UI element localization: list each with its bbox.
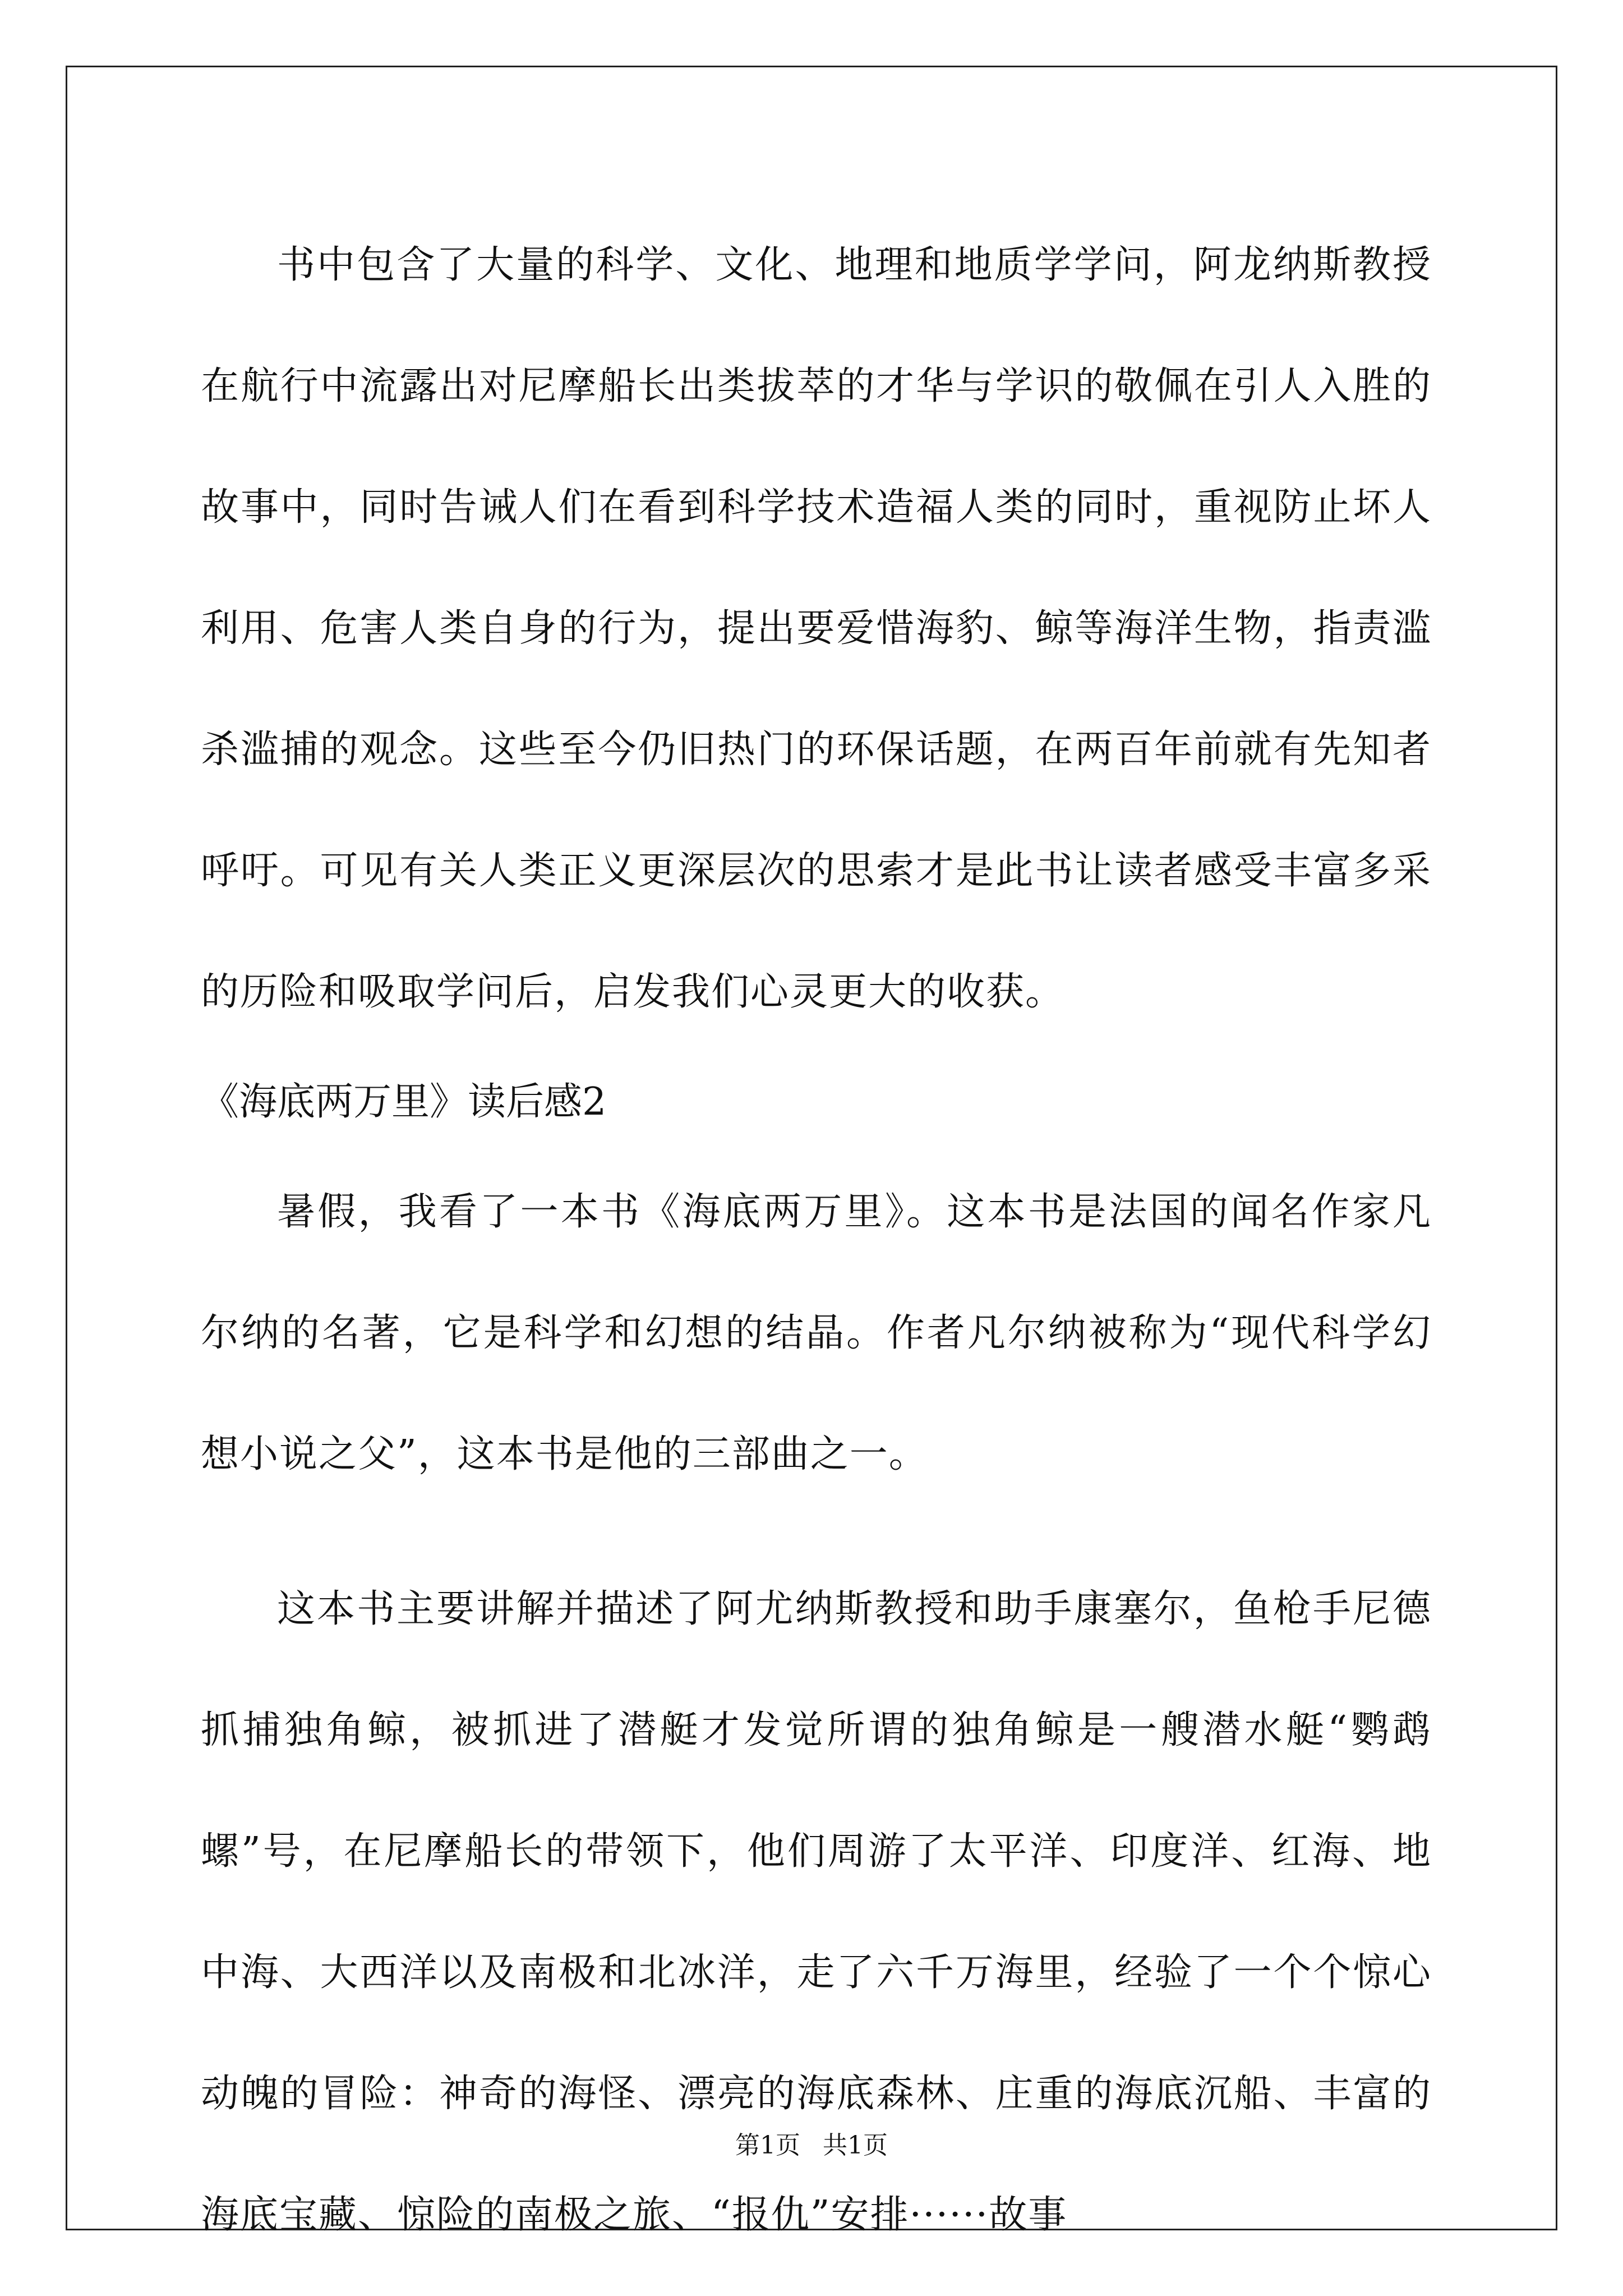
document-body	[201, 205, 1432, 2276]
page-number: 第1页	[735, 2131, 800, 2160]
page-total: 共1页	[823, 2131, 888, 2160]
section-heading: 《海底两万里》读后感2	[201, 1080, 607, 1124]
paragraph-3: 这本书主要讲解并描述了阿尤纳斯教授和助手康塞尔，鱼枪手尼德抓捕独角鲸，被抓进了潜艇才发觉所谓的独角鲸是一艘潜水艇“鹦鹉螺”号，在尼摩船长的带领下，他们周游了太平洋、印度洋、红海、地中海、大西洋以及南极和北冰洋，走了六千万海里，经验了一个个惊心动魄的冒险：神奇的海怪、漂亮的海底森林、庄重的海底沉船、丰富的海底宝藏、惊险的南极之旅、“报仇”安排······故事	[201, 1587, 1432, 2237]
page-footer	[0, 2129, 1623, 2162]
paragraph-2: 暑假，我看了一本书《海底两万里》。这本书是法国的闻名作家凡尔纳的名著，它是科学和幻想的结晶。作者凡尔纳被称为“现代科学幻想小说之父”，这本书是他的三部曲之一。	[201, 1190, 1432, 1476]
paragraph-spacer	[201, 1515, 1432, 1549]
paragraph-1: 书中包含了大量的科学、文化、地理和地质学学问，阿龙纳斯教授在航行中流露出对尼摩船长出类拔萃的才华与学识的敬佩在引人入胜的故事中，同时告诫人们在看到科学技术造福人类的同时，重视防止坏人利用、危害人类自身的行为，提出要爱惜海豹、鲸等海洋生物，指责滥杀滥捕的观念。这些至今仍旧热门的环保话题，在两百年前就有先知者呼吁。可见有关人类正义更深层次的思索才是此书让读者感受丰富多采的历险和吸取学问后，启发我们心灵更大的收获。	[201, 243, 1432, 1014]
